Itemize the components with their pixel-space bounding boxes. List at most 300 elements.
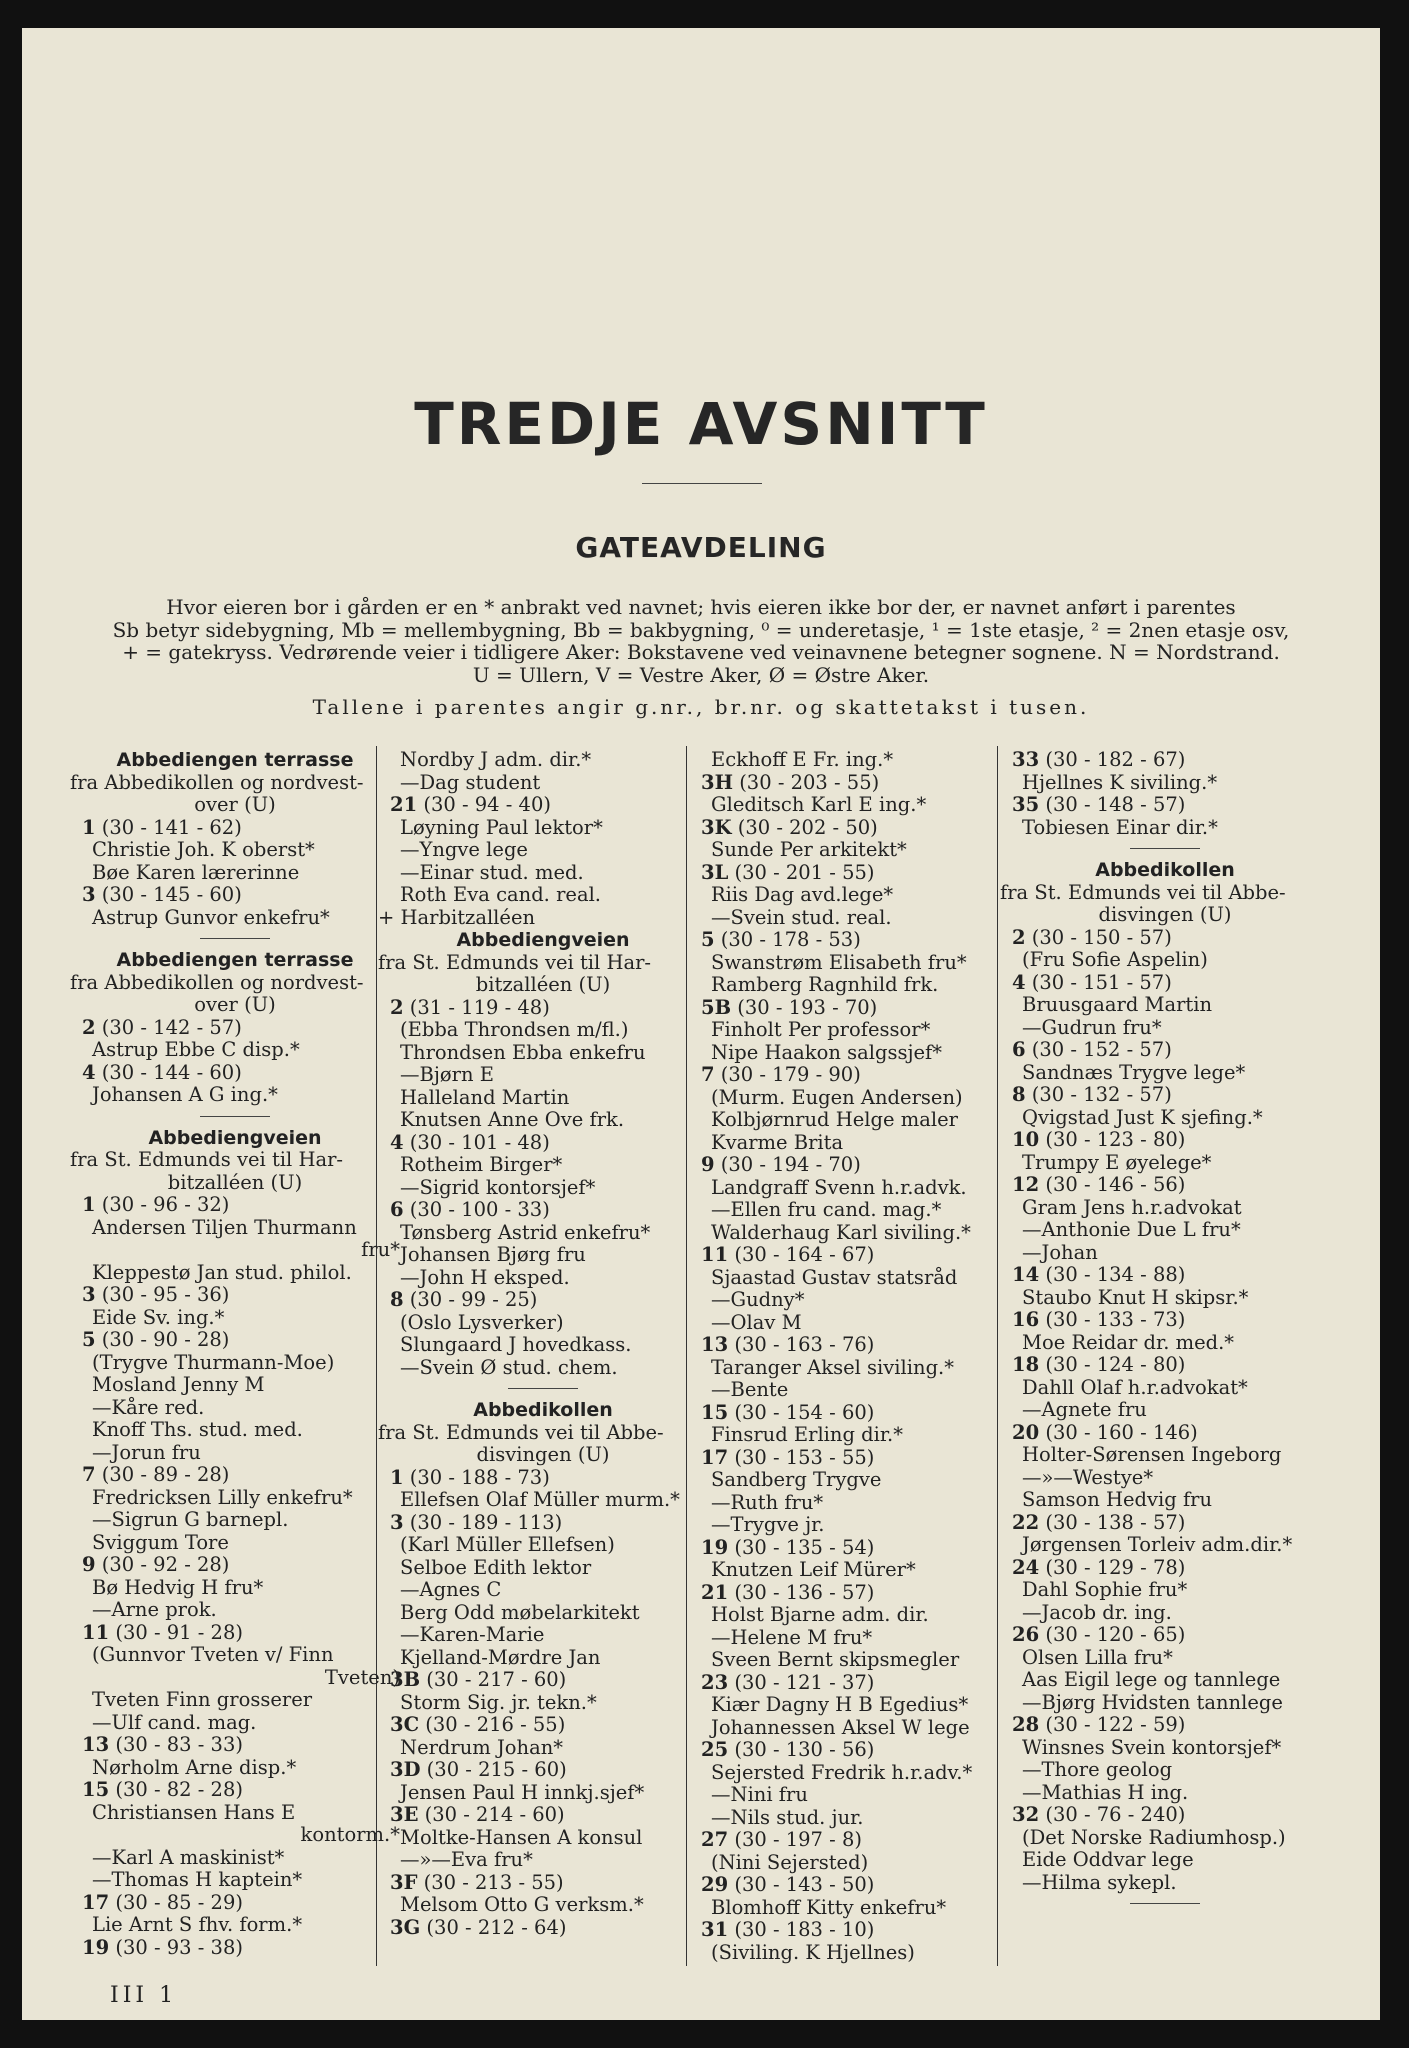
resident-entry: Blomhoff Kitty enkefru* (711, 1895, 947, 1919)
resident-entry: Moe Reidar dr. med.* (1022, 1330, 1235, 1354)
property-code: (30 - 194 - 70) (714, 1153, 861, 1176)
resident-entry: (Ebba Throndsen m/fl.) (400, 1018, 629, 1041)
house-number: 9 (82, 1553, 96, 1576)
property-code: (30 - 153 - 55) (728, 1445, 875, 1469)
street-route-text: over (U) (194, 793, 276, 816)
house-number: 5 (82, 1328, 96, 1351)
resident-entry: (Nini Sejersted) (711, 1850, 869, 1874)
property-code: (30 - 130 - 56) (728, 1738, 875, 1761)
house-number-entry (1000, 749, 1330, 772)
resident-entry: Christiansen Hans E (92, 1800, 296, 1824)
house-number: 2 (82, 1015, 96, 1039)
property-code: (30 - 188 - 73) (403, 1465, 550, 1489)
house-number-entry (378, 1512, 708, 1535)
resident-entry: —Gudrun fru* (1022, 1015, 1162, 1039)
resident-entry: Knutsen Anne Ove frk. (400, 1108, 625, 1131)
house-number-entry (1000, 1557, 1330, 1580)
section-divider (200, 1116, 270, 1117)
resident-entry: Landgraff Svenn h.r.advk. (711, 1175, 967, 1199)
resident-entry: Jørgensen Torleiv adm.dir.* (1022, 1533, 1293, 1556)
house-number: 3D (390, 1758, 421, 1781)
house-number-entry (1000, 1174, 1330, 1197)
property-code: (30 - 129 - 78) (1039, 1555, 1186, 1579)
resident-entry: —Svein Ø stud. chem. (400, 1355, 618, 1379)
property-code: (30 - 178 - 53) (714, 928, 861, 951)
resident-entry: —Yngve lege (400, 838, 528, 861)
section-subtitle: GATEAVDELING (575, 531, 827, 564)
property-code: (30 - 146 - 56) (1039, 1173, 1186, 1196)
house-number-entry (378, 1759, 708, 1782)
house-number: 9 (701, 1153, 715, 1176)
resident-entry: Kolbjørnrud Helge maler (711, 1108, 958, 1131)
resident-entry: Jensen Paul H innkj.sjef* (400, 1780, 645, 1804)
resident-entry: (Det Norske Radiumhosp.) (1022, 1825, 1286, 1849)
property-code: (30 - 203 - 55) (733, 770, 880, 794)
property-code: (30 - 99 - 25) (403, 1288, 538, 1311)
house-number: 3H (701, 770, 733, 794)
property-code: (30 - 85 - 29) (109, 1890, 243, 1914)
house-number: 3G (390, 1915, 421, 1939)
house-number: 27 (701, 1828, 729, 1851)
property-code: (30 - 76 - 240) (1039, 1803, 1186, 1826)
property-code: (30 - 217 - 60) (420, 1668, 567, 1691)
resident-entry: Lie Arnt S fhv. form.* (92, 1913, 303, 1936)
property-code: (30 - 142 - 57) (95, 1015, 242, 1039)
house-number: 33 (1012, 748, 1040, 771)
resident-entry: Trumpy E øyelege* (1022, 1150, 1212, 1174)
resident-entry: Selboe Edith lektor (400, 1555, 592, 1579)
property-code: (30 - 135 - 54) (728, 1535, 875, 1559)
resident-entry: Tønsberg Astrid enkefru* (400, 1220, 651, 1244)
house-number-entry (689, 997, 1019, 1020)
house-number-entry (378, 1917, 708, 1940)
house-number: 22 (1012, 1510, 1040, 1534)
house-number: 15 (82, 1778, 110, 1801)
house-number-entry (70, 1464, 400, 1487)
property-code: (30 - 216 - 55) (419, 1713, 566, 1736)
resident-entry: Sjaastad Gustav statsråd (711, 1265, 958, 1289)
resident-entry: Sejersted Fredrik h.r.adv.* (711, 1760, 973, 1784)
resident-entry: Rotheim Birger* (400, 1153, 563, 1176)
house-number-entry (1000, 1309, 1330, 1332)
resident-entry: —Karl A maskinist* (92, 1845, 285, 1869)
resident-entry: —Dag student (400, 770, 541, 794)
house-number-entry (70, 884, 400, 907)
resident-entry: Olsen Lilla fru* (1022, 1645, 1173, 1669)
resident-entry: Staubo Knut H skipsr.* (1022, 1285, 1249, 1309)
property-code: (30 - 100 - 33) (403, 1198, 550, 1221)
resident-entry: —Bente (711, 1378, 789, 1401)
house-number: 19 (82, 1935, 110, 1959)
property-code: (30 - 143 - 50) (728, 1873, 875, 1896)
house-number: 5B (701, 995, 732, 1019)
tallene-note: Tallene i parentes angir g.nr., br.nr. og skattetakst i tusen. (312, 695, 1090, 719)
property-code: (30 - 151 - 57) (1025, 970, 1172, 994)
property-code: (30 - 193 - 70) (731, 995, 878, 1019)
entry-continuation: Tveten) (324, 1665, 400, 1689)
resident-entry: Løyning Paul lektor* (400, 815, 603, 839)
resident-entry: —Agnete fru (1022, 1398, 1147, 1421)
house-number-entry (689, 862, 1019, 885)
house-number: 15 (701, 1400, 729, 1424)
property-code: (30 - 89 - 28) (95, 1463, 230, 1486)
resident-entry: —John H eksped. (400, 1265, 570, 1289)
house-number-entry (70, 1194, 400, 1217)
house-number-entry (378, 997, 708, 1020)
resident-entry: —Sigrun G barnepl. (92, 1508, 289, 1531)
house-number: 3C (390, 1713, 420, 1736)
resident-entry: Halleland Martin (400, 1085, 570, 1109)
property-code: (30 - 214 - 60) (418, 1803, 565, 1826)
house-number: 4 (82, 1060, 96, 1084)
cross-street: + Harbitzalléen (378, 905, 536, 929)
resident-entry: (Fru Sofie Aspelin) (1022, 948, 1208, 971)
house-number-entry (689, 1334, 1019, 1357)
resident-entry: (Gunnvor Tveten v/ Finn (92, 1643, 334, 1666)
resident-entry: —Gudny* (711, 1288, 805, 1311)
house-number: 12 (1012, 1173, 1040, 1196)
resident-entry: Tobiesen Einar dir.* (1022, 815, 1218, 839)
section-divider (1130, 848, 1200, 849)
house-number-entry (689, 1874, 1019, 1897)
house-number: 20 (1012, 1420, 1040, 1444)
house-number-entry (1000, 1039, 1330, 1062)
street-route-text: bitzalléen (U) (167, 1170, 303, 1194)
house-number-entry (70, 1937, 400, 1960)
house-number: 2 (390, 995, 404, 1019)
street-route-text: disvingen (U) (1098, 903, 1232, 926)
house-number-entry (70, 1329, 400, 1352)
resident-entry: Knutzen Leif Mürer* (711, 1558, 916, 1581)
resident-entry: —Bjørg Hvidsten tannlege (1022, 1690, 1283, 1714)
property-code: (30 - 134 - 88) (1039, 1263, 1186, 1286)
resident-entry: —»—Eva fru* (400, 1848, 533, 1871)
property-code: (30 - 122 - 59) (1039, 1713, 1186, 1736)
resident-entry: Sandnæs Trygve lege* (1022, 1060, 1246, 1084)
house-number-entry (378, 1714, 708, 1737)
resident-entry: Swanstrøm Elisabeth fru* (711, 950, 967, 974)
street-route-text: disvingen (U) (476, 1443, 610, 1466)
house-number-entry (1000, 1422, 1330, 1445)
resident-entry: Sviggum Tore (92, 1530, 229, 1554)
house-number: 31 (701, 1918, 729, 1941)
resident-entry: Eide Oddvar lege (1022, 1848, 1194, 1871)
property-code: (30 - 163 - 76) (728, 1333, 875, 1356)
resident-entry: Riis Dag avd.lege* (711, 883, 894, 906)
house-number-entry (378, 1872, 708, 1895)
resident-entry: —Thore geolog (1022, 1758, 1173, 1781)
house-number-entry (70, 1892, 400, 1915)
resident-entry: Tveten Finn grosserer (92, 1688, 313, 1711)
house-number: 35 (1012, 793, 1040, 816)
intro-line: Hvor eieren bor i gården er en * anbrakt ved navnet; hvis eieren ikke bor der, er navnet anført i parentes (166, 595, 1236, 619)
house-number: 19 (701, 1535, 729, 1559)
property-code: (30 - 141 - 62) (95, 815, 242, 839)
resident-entry: Bøe Karen lærerinne (92, 860, 300, 884)
house-number: 8 (390, 1288, 404, 1311)
resident-entry: —Ulf cand. mag. (92, 1710, 257, 1734)
intro-line: Sb betyr sidebygning, Mb = mellembygning, Bb = bakbygning, ⁰ = underetasje, ¹ = 1ste etasje, ² = 2nen etasje osv, (112, 617, 1290, 642)
property-code: (30 - 145 - 60) (95, 883, 242, 906)
house-number-entry (1000, 1129, 1330, 1152)
directory-column-3 (689, 749, 1019, 1964)
resident-entry: —Johan (1022, 1240, 1098, 1264)
resident-entry: Gram Jens h.r.advokat (1022, 1195, 1242, 1219)
house-number-entry (1000, 1264, 1330, 1287)
house-number: 11 (82, 1620, 110, 1644)
resident-entry: Kvarme Brita (711, 1130, 844, 1154)
street-route-text: fra Abbedikollen og nordvest- (70, 970, 364, 994)
house-number: 3E (390, 1803, 419, 1826)
resident-entry: Sandberg Trygve (711, 1468, 882, 1491)
directory-column-2 (378, 749, 708, 1939)
house-number: 3L (701, 860, 729, 884)
resident-entry: Throndsen Ebba enkefru (400, 1040, 646, 1064)
resident-entry: Slungaard J hovedkass. (400, 1333, 632, 1356)
title-divider (642, 483, 762, 484)
house-number: 3 (82, 883, 96, 906)
resident-entry: Kleppestø Jan stud. philol. (92, 1260, 352, 1284)
resident-entry: (Karl Müller Ellefsen) (400, 1533, 615, 1556)
property-code: (30 - 213 - 55) (417, 1870, 564, 1894)
resident-entry: Holter-Sørensen Ingeborg (1022, 1443, 1282, 1466)
house-number-entry (689, 1244, 1019, 1267)
property-code: (30 - 150 - 57) (1025, 925, 1172, 949)
property-code: (30 - 132 - 57) (1025, 1083, 1172, 1106)
entry-continuation: fru* (361, 1238, 400, 1261)
resident-entry: —Hilma sykepl. (1022, 1870, 1177, 1894)
property-code: (30 - 148 - 57) (1039, 793, 1186, 816)
property-code: (30 - 189 - 113) (403, 1510, 563, 1534)
resident-entry: —Agnes C (400, 1578, 502, 1601)
property-code: (30 - 96 - 32) (95, 1193, 230, 1216)
directory-page (22, 28, 1380, 2020)
resident-entry: —Trygve jr. (711, 1513, 825, 1536)
resident-entry: —Arne prok. (92, 1598, 217, 1621)
directory-column-1 (70, 749, 400, 1959)
house-number-entry (70, 817, 400, 840)
resident-entry: Knoff Ths. stud. med. (92, 1418, 303, 1441)
house-number-entry (689, 1154, 1019, 1177)
property-code: (30 - 164 - 67) (728, 1243, 875, 1266)
property-code: (30 - 201 - 55) (728, 860, 875, 884)
house-number: 16 (1012, 1308, 1040, 1331)
resident-entry: Melsom Otto G verksm.* (400, 1893, 644, 1916)
property-code: (30 - 93 - 38) (109, 1935, 243, 1959)
street-heading: Abbedikollen (473, 1399, 613, 1421)
resident-entry: —Anthonie Due L fru* (1022, 1218, 1241, 1241)
street-route-text: fra St. Edmunds vei til Har- (378, 950, 652, 974)
property-code: (30 - 138 - 57) (1039, 1510, 1186, 1534)
house-number-entry (70, 1622, 400, 1645)
house-number-entry (378, 1289, 708, 1312)
resident-entry: Taranger Aksel siviling.* (711, 1355, 955, 1379)
resident-entry: Johansen Bjørg fru (400, 1243, 586, 1266)
street-route-text: over (U) (194, 993, 276, 1016)
property-code: (30 - 152 - 57) (1025, 1038, 1172, 1061)
resident-entry: —Ruth fru* (711, 1490, 824, 1514)
house-number: 3F (390, 1870, 418, 1894)
street-heading: Abbediengen terrasse (116, 749, 354, 771)
property-code: (30 - 101 - 48) (403, 1130, 550, 1154)
resident-entry: —Helene M fru* (711, 1625, 873, 1649)
resident-entry: Sunde Per arkitekt* (711, 838, 907, 861)
resident-entry: —Jacob dr. ing. (1022, 1600, 1172, 1624)
house-number-entry (689, 1739, 1019, 1762)
page-footer: III 1 (110, 1983, 178, 2008)
house-number: 4 (390, 1130, 404, 1154)
house-number: 3 (390, 1510, 404, 1534)
house-number-entry (689, 1919, 1019, 1942)
property-code: (30 - 179 - 90) (714, 1063, 861, 1086)
property-code: (30 - 92 - 28) (95, 1553, 230, 1576)
house-number-entry (378, 1804, 708, 1827)
property-code: (30 - 121 - 37) (728, 1670, 875, 1694)
property-code: (30 - 133 - 73) (1039, 1308, 1186, 1331)
section-divider (1130, 1903, 1200, 1904)
house-number: 32 (1012, 1803, 1040, 1826)
house-number: 3B (390, 1668, 421, 1691)
resident-entry: Nipe Haakon salgssjef* (711, 1040, 943, 1064)
resident-entry: —Mathias H ing. (1022, 1780, 1189, 1804)
property-code: (30 - 212 - 64) (420, 1915, 567, 1939)
entry-continuation: kontorm.* (300, 1823, 400, 1846)
house-number: 24 (1012, 1555, 1040, 1579)
section-divider (200, 938, 270, 939)
resident-entry: Andersen Tiljen Thurmann (92, 1215, 357, 1239)
house-number: 10 (1012, 1128, 1040, 1151)
house-number: 6 (390, 1198, 404, 1221)
house-number-entry (689, 1829, 1019, 1852)
house-number: 29 (701, 1873, 729, 1896)
resident-entry: (Murm. Eugen Andersen) (711, 1085, 963, 1109)
resident-entry: —Einar stud. med. (400, 860, 584, 884)
resident-entry: Moltke-Hansen A konsul (400, 1825, 643, 1849)
house-number-entry (70, 1779, 400, 1802)
resident-entry: Christie Joh. K oberst* (92, 838, 315, 861)
house-number: 17 (82, 1890, 110, 1914)
house-number-entry (1000, 1354, 1330, 1377)
intro-line: + = gatekryss. Vedrørende veier i tidligere Aker: Bokstavene ved veinavnene betegner sognene. N = Nordstrand. (122, 640, 1280, 664)
resident-entry: —Kåre red. (92, 1395, 205, 1419)
house-number: 5 (701, 928, 715, 951)
house-number: 17 (701, 1445, 729, 1469)
resident-entry: Nørholm Arne disp.* (92, 1755, 297, 1779)
resident-entry: —Nils stud. jur. (711, 1805, 864, 1829)
house-number-entry (689, 1537, 1019, 1560)
house-number-entry (378, 1669, 708, 1692)
house-number-entry (70, 1734, 400, 1757)
house-number-entry (70, 1017, 400, 1040)
house-number-entry (1000, 1624, 1330, 1647)
house-number: 21 (701, 1580, 729, 1604)
resident-entry: Dahll Olaf h.r.advokat* (1022, 1375, 1248, 1399)
resident-entry: Sveen Bernt skipsmegler (711, 1648, 960, 1671)
resident-entry: Winsnes Svein kontorsjef* (1022, 1735, 1282, 1759)
property-code: (30 - 160 - 146) (1039, 1420, 1198, 1444)
resident-entry: Eckhoff E Fr. ing.* (711, 748, 894, 771)
street-heading: Abbediengveien (456, 929, 630, 951)
directory-column-4 (1000, 749, 1330, 1914)
resident-entry: Eide Sv. ing.* (92, 1305, 225, 1329)
property-code: (31 - 119 - 48) (403, 995, 550, 1019)
resident-entry: —Bjørn E (400, 1063, 494, 1086)
street-route-text: fra St. Edmunds vei til Abbe- (378, 1420, 664, 1444)
resident-entry: Gleditsch Karl E ing.* (711, 793, 927, 816)
street-heading: Abbedikollen (1095, 859, 1235, 881)
resident-entry: —Olav M (711, 1310, 802, 1334)
house-number-entry (689, 1582, 1019, 1605)
house-number: 1 (82, 1193, 96, 1216)
resident-entry: Johansen A G ing.* (92, 1083, 278, 1106)
house-number-entry (1000, 1512, 1330, 1535)
property-code: (30 - 95 - 36) (95, 1283, 230, 1306)
resident-entry: Kiær Dagny H B Egedius* (711, 1693, 969, 1716)
resident-entry: —Thomas H kaptein* (92, 1868, 303, 1891)
house-number: 18 (1012, 1353, 1040, 1376)
house-number: 3K (701, 815, 732, 839)
property-code: (30 - 182 - 67) (1039, 748, 1186, 771)
house-number-entry (378, 1467, 708, 1490)
house-number-entry (1000, 1714, 1330, 1737)
resident-entry: —»—Westye* (1022, 1465, 1154, 1489)
resident-entry: Hjellnes K siviling.* (1022, 770, 1218, 794)
resident-entry: Fredricksen Lilly enkefru* (92, 1485, 353, 1509)
street-heading: Abbediengen terrasse (116, 949, 354, 971)
house-number: 13 (701, 1333, 729, 1356)
street-route-text: fra St. Edmunds vei til Abbe- (1000, 880, 1286, 904)
street-route-text: fra St. Edmunds vei til Har- (70, 1148, 344, 1171)
resident-entry: Bruusgaard Martin (1022, 993, 1213, 1016)
house-number: 13 (82, 1733, 110, 1756)
street-route-text: fra Abbedikollen og nordvest- (70, 770, 364, 794)
resident-entry: Samson Hedvig fru (1022, 1488, 1213, 1511)
resident-entry: Finholt Per professor* (711, 1018, 931, 1041)
house-number-entry (689, 772, 1019, 795)
property-code: (30 - 215 - 60) (420, 1758, 567, 1781)
house-number: 25 (701, 1738, 729, 1761)
property-code: (30 - 124 - 80) (1039, 1353, 1186, 1376)
house-number: 1 (390, 1465, 404, 1489)
house-number-entry (70, 1284, 400, 1307)
house-number-entry (689, 1447, 1019, 1470)
street-route-text: bitzalléen (U) (475, 973, 611, 996)
property-code: (30 - 197 - 8) (728, 1828, 862, 1851)
house-number-entry (378, 1199, 708, 1222)
resident-entry: Kjelland-Mørdre Jan (400, 1645, 601, 1669)
resident-entry: Ramberg Ragnhild frk. (711, 973, 939, 996)
resident-entry: Johannessen Aksel W lege (711, 1715, 970, 1739)
resident-entry: Astrup Ebbe C disp.* (92, 1038, 300, 1061)
resident-entry: —Sigrid kontorsjef* (400, 1175, 596, 1199)
resident-entry: Mosland Jenny M (92, 1373, 265, 1396)
house-number-entry (689, 1402, 1019, 1425)
property-code: (30 - 144 - 60) (95, 1060, 242, 1084)
property-code: (30 - 91 - 28) (109, 1620, 243, 1644)
property-code: (30 - 83 - 33) (109, 1733, 243, 1756)
property-code: (30 - 90 - 28) (95, 1328, 230, 1351)
property-code: (30 - 120 - 65) (1039, 1623, 1186, 1646)
resident-entry: —Ellen fru cand. mag.* (711, 1198, 942, 1221)
house-number-entry (689, 1672, 1019, 1695)
resident-entry: Ellefsen Olaf Müller murm.* (400, 1488, 680, 1511)
resident-entry: Nerdrum Johan* (400, 1735, 564, 1759)
street-heading: Abbediengveien (148, 1126, 322, 1149)
resident-entry: (Trygve Thurmann-Moe) (92, 1350, 335, 1374)
house-number-entry (1000, 972, 1330, 995)
section-divider (508, 1388, 578, 1389)
property-code: (30 - 123 - 80) (1039, 1128, 1186, 1151)
